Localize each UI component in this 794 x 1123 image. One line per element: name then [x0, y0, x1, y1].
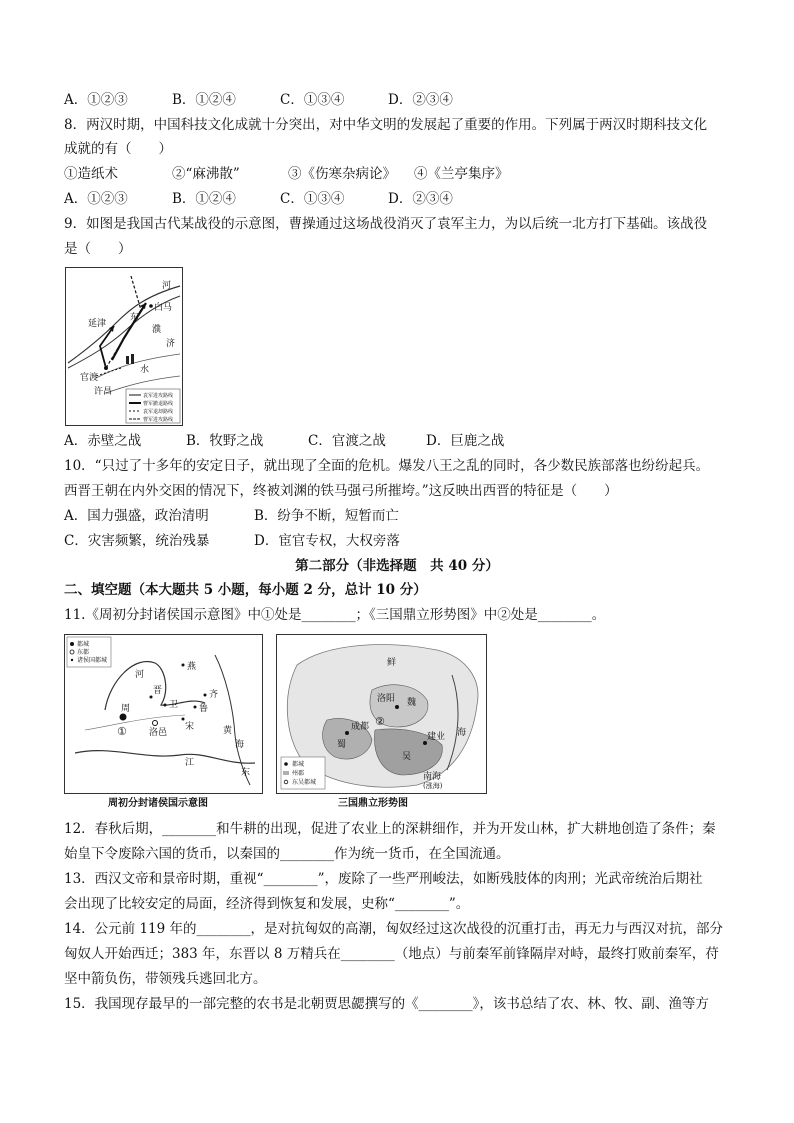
map1-legend-3: 诸侯国都城 — [77, 657, 108, 664]
q11-map-zhou — [64, 634, 263, 794]
river-ji — [96, 354, 180, 378]
label-baima: 白马 — [154, 303, 173, 313]
q10-stem-line1: 10．“只过了十多年的安定日子，就出现了全面的危机。爆发八王之乱的同时，各少数民族部落也纷纷起兵。 — [64, 458, 710, 474]
legend-text-2: 曹军撤退路线 — [143, 401, 174, 407]
river-jiang — [75, 751, 255, 764]
route-yuan-retreat — [96, 368, 121, 376]
q8-item-3: ③《伤寒杂病论》 — [288, 166, 396, 182]
q8-option-d[interactable]: D．②③④ — [388, 191, 453, 207]
river-wei — [85, 715, 185, 730]
q10-option-b[interactable]: B．纷争不断，短暂而亡 — [254, 508, 399, 524]
q8-item-4: ④《兰亭集序》 — [414, 166, 509, 182]
label-circle2: ② — [375, 715, 385, 728]
label-jianye: 建业 — [427, 732, 446, 742]
legend-capital-dot — [70, 642, 74, 646]
label-xuchang: 许昌 — [94, 387, 113, 397]
luoyang-dot — [395, 705, 399, 709]
label-hai: 海 — [457, 728, 467, 738]
q9-option-c[interactable]: C．官渡之战 — [308, 433, 386, 449]
q11-stem: 11.《周初分封诸侯国示意图》中①处是________；《三国鼎立形势图》中②处是________。 — [64, 607, 606, 623]
coastline — [215, 655, 250, 785]
label-yanjin: 延津 — [88, 319, 107, 329]
map1-legend-2: 东都 — [77, 649, 90, 656]
q8-stem-line1: 8．两汉时期，中国科技文化成就十分突出，对中华文明的发展起了重要的作用。下列属于两汉时期科技文化 — [64, 117, 708, 133]
q15-line1: 15．我国现存最早的一部完整的农书是北朝贾思勰撰写的《________》，该书总结了农、林、牧、副、渔等方 — [64, 996, 709, 1012]
label-nanhai: 南海 — [423, 772, 442, 782]
label-ji: 济 — [166, 339, 176, 349]
q9-option-d[interactable]: D．巨鹿之战 — [426, 433, 505, 449]
q7-option-d[interactable]: D．②③④ — [388, 92, 453, 108]
label-guandu: 官渡 — [80, 373, 99, 383]
label-shu: 蜀 — [337, 740, 347, 750]
map2-legend-1: 都城 — [292, 761, 305, 768]
label-qi: 齐 — [209, 690, 219, 700]
baima-dot — [149, 304, 153, 308]
q11-map-three-kingdoms — [276, 634, 487, 794]
q10-options-row1 — [64, 506, 399, 526]
label-song: 宋 — [185, 722, 195, 732]
q9-stem-line1: 9．如图是我国古代某战役的示意图，曹操通过这场战役消灭了袁军主力，为以后统一北方打下基础。该战役 — [64, 216, 708, 232]
label-jin: 晋 — [153, 686, 163, 696]
q10-option-a[interactable]: A．国力强盛，政治清明 — [64, 508, 209, 524]
label-xianbei: 鲜 — [387, 658, 397, 668]
q9-stem-line2: 是（ ） — [64, 241, 132, 257]
q14-line2: 匈奴人开始西迁；383 年，东晋以 8 万精兵在________（地点）与前秦军前锋隔岸对峙，最终打败前秦军，苻 — [64, 946, 719, 962]
label-wei: 卫 — [169, 700, 179, 710]
q13-line1: 13．西汉文帝和景帝时期，重视“________”，废除了一些严刑峻法，如断残肢体的肉刑；光武帝统治后期社 — [64, 871, 703, 887]
label-dong: 东 — [130, 313, 140, 323]
label-hai: 海 — [235, 740, 245, 750]
label-huang: 黄 — [223, 726, 233, 736]
map2-legend-dot-3 — [284, 780, 288, 784]
label-yan: 燕 — [187, 662, 197, 672]
label-lu: 鲁 — [199, 704, 209, 714]
q13-line2: 会出现了比较安定的局面，经济得到恢复和发展，史称“________”。 — [64, 896, 470, 912]
q8-stem-line2: 成就的有（ ） — [64, 141, 172, 157]
label-luoyang: 洛阳 — [377, 694, 396, 704]
label-wei: 魏 — [407, 698, 417, 708]
label-he: 河 — [162, 281, 172, 291]
map2-legend-dot-1 — [284, 762, 288, 766]
song-dot — [182, 718, 185, 721]
fort-icon-2 — [131, 354, 134, 364]
label-dong: 东 — [241, 768, 251, 778]
lu-dot — [194, 706, 197, 709]
q10-option-d[interactable]: D．宦官专权，大权旁落 — [254, 533, 400, 549]
q7-option-b[interactable]: B．①②④ — [172, 92, 236, 108]
map1-legend-1: 都城 — [77, 641, 90, 648]
wei-dot — [164, 704, 167, 707]
q7-option-a[interactable]: A．①②③ — [64, 92, 128, 108]
label-zhou: 周 — [121, 704, 131, 714]
legend-text-4: 曹军进攻路线 — [143, 417, 174, 423]
qi-dot — [204, 694, 207, 697]
river-yellow — [68, 286, 180, 363]
legend-east-dot — [70, 650, 74, 654]
q7-options — [64, 90, 453, 110]
q9-battle-map — [65, 267, 183, 426]
label-shui: 水 — [140, 365, 150, 375]
q8-option-b[interactable]: B．①②④ — [172, 191, 236, 207]
q10-option-c[interactable]: C．灾害频繁，统治残暴 — [64, 533, 210, 549]
q10-stem-line2: 西晋王朝在内外交困的情况下，终被刘渊的铁马强弓所摧垮。”这反映出西晋的特征是（ ） — [64, 483, 618, 499]
part2-title: 第二部分（非选择题 共 40 分） — [295, 558, 499, 574]
q11-map2-svg — [277, 635, 486, 793]
luoyi-dot — [153, 721, 158, 726]
legend-text-3: 袁军退却路线 — [143, 409, 174, 415]
q8-option-c[interactable]: C．①③④ — [280, 191, 345, 207]
yan-dot — [182, 664, 185, 667]
label-jiang: 江 — [185, 758, 195, 768]
q7-option-c[interactable]: C．①③④ — [280, 92, 345, 108]
q10-options-row2 — [64, 531, 400, 551]
q9-options — [64, 431, 504, 451]
label-chengdu: 成都 — [351, 722, 370, 732]
fort-icon — [126, 356, 129, 364]
section2-title: 二、填空题（本大题共 5 小题，每小题 2 分，总计 10 分） — [64, 582, 427, 598]
label-wu: 吴 — [402, 752, 412, 762]
q9-option-b[interactable]: B．牧野之战 — [186, 433, 264, 449]
legend-vassal-dot — [71, 659, 73, 661]
chengdu-dot — [345, 731, 349, 735]
label-luoyi: 洛邑 — [149, 728, 168, 738]
map2-legend-3: 东吴都城 — [292, 779, 317, 786]
q14-line1: 14．公元前 119 年的________，是对抗匈奴的高潮，匈奴经过这次战役的沉重打击，再无力与西汉对抗，部分 — [64, 921, 724, 937]
q8-items — [64, 164, 509, 184]
map2-legend-swatch — [283, 771, 289, 775]
label-he: 河 — [135, 670, 145, 680]
guandu-dot — [104, 366, 108, 370]
map2-caption: 三国鼎立形势图 — [338, 798, 408, 809]
q12-line2: 始皇下令废除六国的货币，以秦国的________作为统一货币，在全国流通。 — [64, 846, 510, 862]
legend-text-1: 袁军进攻路线 — [143, 393, 174, 399]
q8-option-a[interactable]: A．①②③ — [64, 191, 128, 207]
q9-map-svg — [66, 268, 182, 425]
q14-line3: 坚中箭负伤，带领残兵逃回北方。 — [64, 971, 267, 987]
q9-option-a[interactable]: A．赤壁之战 — [64, 433, 142, 449]
q8-item-1: ①造纸术 — [64, 166, 118, 182]
map2-legend-2: 州郡 — [292, 770, 305, 777]
zhou-capital — [120, 714, 127, 721]
q8-options — [64, 189, 453, 209]
q11-map1-svg — [65, 635, 262, 793]
q12-line1: 12．春秋后期，________和牛耕的出现，促进了农业上的深耕细作，并为开发山林，扩大耕地创造了条件；秦 — [64, 821, 716, 837]
label-tuo: 濮 — [152, 325, 162, 335]
label-circle1: ① — [117, 725, 127, 738]
map1-caption: 周初分封诸侯国示意图 — [108, 798, 208, 809]
label-zhanghai: (涨海) — [423, 782, 443, 790]
q8-item-2: ②“麻沸散” — [172, 166, 240, 182]
